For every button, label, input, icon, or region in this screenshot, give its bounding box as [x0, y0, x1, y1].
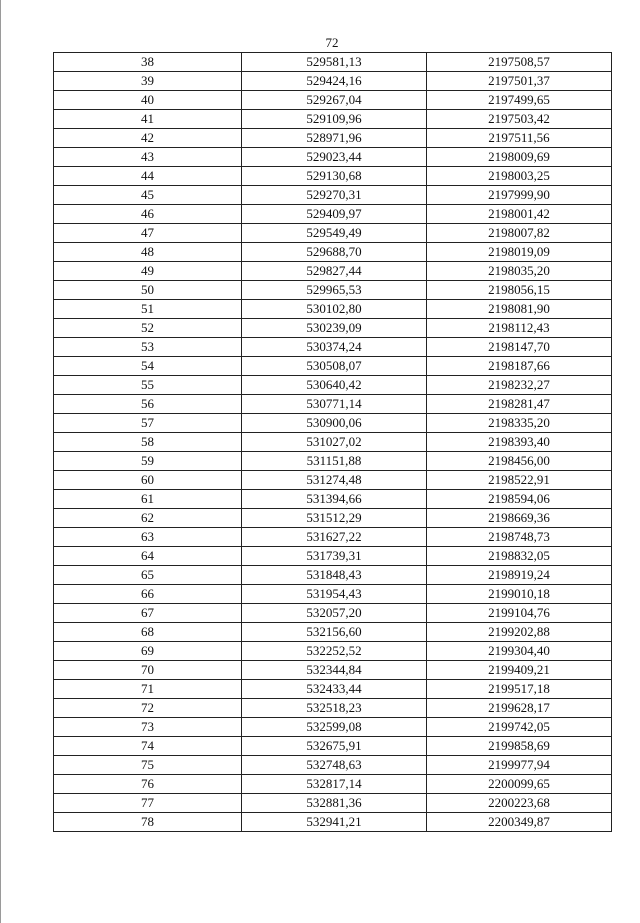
- table-row: [54, 53, 612, 72]
- x-coordinate-cell: 530640,42: [242, 376, 427, 395]
- table-row: [54, 72, 612, 91]
- point-number-cell: 78: [54, 813, 242, 832]
- table-row: [54, 528, 612, 547]
- point-number-cell: 44: [54, 167, 242, 186]
- point-number-cell: 42: [54, 129, 242, 148]
- table-row: [54, 91, 612, 110]
- y-coordinate-cell: 2198056,15: [427, 281, 612, 300]
- table-row: [54, 737, 612, 756]
- x-coordinate-cell: 529109,96: [242, 110, 427, 129]
- point-number-cell: 38: [54, 53, 242, 72]
- y-coordinate-cell: 2198081,90: [427, 300, 612, 319]
- table-row: [54, 395, 612, 414]
- point-number-cell: 58: [54, 433, 242, 452]
- x-coordinate-cell: 532675,91: [242, 737, 427, 756]
- x-coordinate-cell: 531394,66: [242, 490, 427, 509]
- table-row: [54, 547, 612, 566]
- table-row: [54, 129, 612, 148]
- x-coordinate-cell: 529409,97: [242, 205, 427, 224]
- x-coordinate-cell: 529827,44: [242, 262, 427, 281]
- table-row: [54, 205, 612, 224]
- x-coordinate-cell: 530374,24: [242, 338, 427, 357]
- y-coordinate-cell: 2197508,57: [427, 53, 612, 72]
- x-coordinate-cell: 531954,43: [242, 585, 427, 604]
- x-coordinate-cell: 529965,53: [242, 281, 427, 300]
- y-coordinate-cell: 2198669,36: [427, 509, 612, 528]
- table-row: [54, 699, 612, 718]
- x-coordinate-cell: 529424,16: [242, 72, 427, 91]
- point-number-cell: 60: [54, 471, 242, 490]
- x-coordinate-cell: 531627,22: [242, 528, 427, 547]
- point-number-cell: 74: [54, 737, 242, 756]
- point-number-cell: 72: [54, 699, 242, 718]
- point-number-cell: 76: [54, 775, 242, 794]
- x-coordinate-cell: 531848,43: [242, 566, 427, 585]
- x-coordinate-cell: 532817,14: [242, 775, 427, 794]
- table-row: [54, 490, 612, 509]
- point-number-cell: 69: [54, 642, 242, 661]
- point-number-cell: 70: [54, 661, 242, 680]
- y-coordinate-cell: 2200099,65: [427, 775, 612, 794]
- point-number-cell: 48: [54, 243, 242, 262]
- x-coordinate-cell: 528971,96: [242, 129, 427, 148]
- y-coordinate-cell: 2199858,69: [427, 737, 612, 756]
- y-coordinate-cell: 2199304,40: [427, 642, 612, 661]
- y-coordinate-cell: 2198281,47: [427, 395, 612, 414]
- point-number-cell: 63: [54, 528, 242, 547]
- y-coordinate-cell: 2199010,18: [427, 585, 612, 604]
- y-coordinate-cell: 2198919,24: [427, 566, 612, 585]
- y-coordinate-cell: 2197499,65: [427, 91, 612, 110]
- table-row: [54, 718, 612, 737]
- y-coordinate-cell: 2199742,05: [427, 718, 612, 737]
- y-coordinate-cell: 2198007,82: [427, 224, 612, 243]
- y-coordinate-cell: 2197999,90: [427, 186, 612, 205]
- table-row: [54, 433, 612, 452]
- x-coordinate-cell: 529581,13: [242, 53, 427, 72]
- point-number-cell: 45: [54, 186, 242, 205]
- y-coordinate-cell: 2198112,43: [427, 319, 612, 338]
- point-number-cell: 71: [54, 680, 242, 699]
- y-coordinate-cell: 2198832,05: [427, 547, 612, 566]
- x-coordinate-cell: 531739,31: [242, 547, 427, 566]
- y-coordinate-cell: 2199628,17: [427, 699, 612, 718]
- table-row: [54, 642, 612, 661]
- point-number-cell: 65: [54, 566, 242, 585]
- x-coordinate-cell: 530771,14: [242, 395, 427, 414]
- y-coordinate-cell: 2199977,94: [427, 756, 612, 775]
- x-coordinate-cell: 532599,08: [242, 718, 427, 737]
- y-coordinate-cell: 2198335,20: [427, 414, 612, 433]
- x-coordinate-cell: 532518,23: [242, 699, 427, 718]
- point-number-cell: 77: [54, 794, 242, 813]
- point-number-cell: 39: [54, 72, 242, 91]
- x-coordinate-cell: 529270,31: [242, 186, 427, 205]
- point-number-cell: 41: [54, 110, 242, 129]
- x-coordinate-cell: 532156,60: [242, 623, 427, 642]
- y-coordinate-cell: 2198009,69: [427, 148, 612, 167]
- y-coordinate-cell: 2199104,76: [427, 604, 612, 623]
- table-row: [54, 813, 612, 832]
- x-coordinate-cell: 530900,06: [242, 414, 427, 433]
- y-coordinate-cell: 2198456,00: [427, 452, 612, 471]
- y-coordinate-cell: 2198147,70: [427, 338, 612, 357]
- y-coordinate-cell: 2198003,25: [427, 167, 612, 186]
- coordinates-table: [53, 52, 612, 832]
- point-number-cell: 47: [54, 224, 242, 243]
- y-coordinate-cell: 2198001,42: [427, 205, 612, 224]
- y-coordinate-cell: 2200223,68: [427, 794, 612, 813]
- x-coordinate-cell: 529549,49: [242, 224, 427, 243]
- table-row: [54, 604, 612, 623]
- table-row: [54, 775, 612, 794]
- x-coordinate-cell: 529267,04: [242, 91, 427, 110]
- page-edge-line: [0, 0, 1, 923]
- y-coordinate-cell: 2198594,06: [427, 490, 612, 509]
- point-number-cell: 64: [54, 547, 242, 566]
- table-row: [54, 623, 612, 642]
- y-coordinate-cell: 2199409,21: [427, 661, 612, 680]
- table-row: [54, 148, 612, 167]
- y-coordinate-cell: 2198393,40: [427, 433, 612, 452]
- coordinates-table-body: [54, 53, 612, 832]
- point-number-cell: 57: [54, 414, 242, 433]
- x-coordinate-cell: 532344,84: [242, 661, 427, 680]
- y-coordinate-cell: 2198187,66: [427, 357, 612, 376]
- point-number-cell: 46: [54, 205, 242, 224]
- point-number-cell: 50: [54, 281, 242, 300]
- table-row: [54, 319, 612, 338]
- table-row: [54, 376, 612, 395]
- point-number-cell: 43: [54, 148, 242, 167]
- point-number-cell: 54: [54, 357, 242, 376]
- x-coordinate-cell: 531512,29: [242, 509, 427, 528]
- table-row: [54, 794, 612, 813]
- x-coordinate-cell: 530102,80: [242, 300, 427, 319]
- point-number-cell: 59: [54, 452, 242, 471]
- y-coordinate-cell: 2198232,27: [427, 376, 612, 395]
- table-row: [54, 338, 612, 357]
- table-row: [54, 110, 612, 129]
- point-number-cell: 53: [54, 338, 242, 357]
- point-number-cell: 51: [54, 300, 242, 319]
- x-coordinate-cell: 529688,70: [242, 243, 427, 262]
- y-coordinate-cell: 2197511,56: [427, 129, 612, 148]
- table-row: [54, 566, 612, 585]
- point-number-cell: 40: [54, 91, 242, 110]
- y-coordinate-cell: 2199202,88: [427, 623, 612, 642]
- x-coordinate-cell: 532881,36: [242, 794, 427, 813]
- x-coordinate-cell: 531151,88: [242, 452, 427, 471]
- table-row: [54, 281, 612, 300]
- y-coordinate-cell: 2199517,18: [427, 680, 612, 699]
- point-number-cell: 55: [54, 376, 242, 395]
- point-number-cell: 49: [54, 262, 242, 281]
- point-number-cell: 73: [54, 718, 242, 737]
- point-number-cell: 68: [54, 623, 242, 642]
- point-number-cell: 67: [54, 604, 242, 623]
- x-coordinate-cell: 532748,63: [242, 756, 427, 775]
- y-coordinate-cell: 2197503,42: [427, 110, 612, 129]
- table-row: [54, 167, 612, 186]
- x-coordinate-cell: 529023,44: [242, 148, 427, 167]
- x-coordinate-cell: 531274,48: [242, 471, 427, 490]
- table-row: [54, 262, 612, 281]
- table-row: [54, 452, 612, 471]
- table-row: [54, 300, 612, 319]
- point-number-cell: 52: [54, 319, 242, 338]
- x-coordinate-cell: 532941,21: [242, 813, 427, 832]
- table-row: [54, 357, 612, 376]
- x-coordinate-cell: 531027,02: [242, 433, 427, 452]
- table-row: [54, 224, 612, 243]
- x-coordinate-cell: 532057,20: [242, 604, 427, 623]
- y-coordinate-cell: 2198019,09: [427, 243, 612, 262]
- point-number-cell: 66: [54, 585, 242, 604]
- table-row: [54, 661, 612, 680]
- table-row: [54, 509, 612, 528]
- y-coordinate-cell: 2198748,73: [427, 528, 612, 547]
- table-row: [54, 680, 612, 699]
- point-number-cell: 61: [54, 490, 242, 509]
- point-number-cell: 56: [54, 395, 242, 414]
- x-coordinate-cell: 532252,52: [242, 642, 427, 661]
- table-row: [54, 414, 612, 433]
- table-row: [54, 186, 612, 205]
- page-number: 72: [325, 35, 339, 50]
- table-row: [54, 756, 612, 775]
- x-coordinate-cell: 529130,68: [242, 167, 427, 186]
- table-row: [54, 243, 612, 262]
- x-coordinate-cell: 532433,44: [242, 680, 427, 699]
- y-coordinate-cell: 2198522,91: [427, 471, 612, 490]
- point-number-cell: 62: [54, 509, 242, 528]
- y-coordinate-cell: 2198035,20: [427, 262, 612, 281]
- x-coordinate-cell: 530239,09: [242, 319, 427, 338]
- x-coordinate-cell: 530508,07: [242, 357, 427, 376]
- table-row: [54, 471, 612, 490]
- y-coordinate-cell: 2200349,87: [427, 813, 612, 832]
- table-row: [54, 585, 612, 604]
- point-number-cell: 75: [54, 756, 242, 775]
- y-coordinate-cell: 2197501,37: [427, 72, 612, 91]
